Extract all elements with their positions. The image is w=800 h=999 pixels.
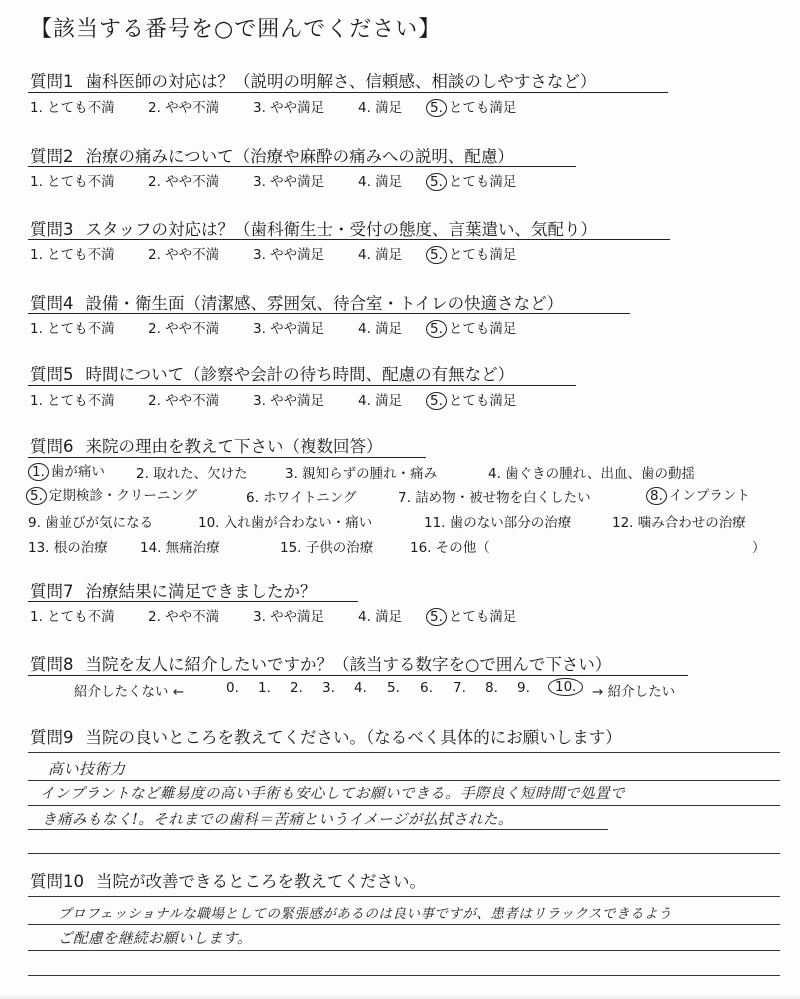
option-5-selected[interactable]: 5. とても満足 [426,243,516,264]
scale-5[interactable]: 5. [387,680,400,696]
option-5-selected[interactable]: 5. とても満足 [426,389,516,410]
selection-circle: 5. [426,99,447,117]
selection-circle: 5. [426,173,447,191]
option-4[interactable]: 4. 満足 [358,247,403,263]
option-1[interactable]: 1. とても不満 [30,100,115,116]
scale-4[interactable]: 4. [354,680,367,696]
option-5-selected[interactable]: 5. とても満足 [426,605,516,626]
question-6 [30,433,383,457]
question-text: 時間について（診察や会計の待ち時間、配慮の有無など） [85,365,515,384]
scale-0[interactable]: 0. [226,680,239,696]
question-underline [28,457,426,458]
reason-14[interactable]: 14. 無痛治療 [140,540,220,556]
option-4[interactable]: 4. 満足 [358,100,403,116]
reason-12[interactable]: 12. 噛み合わせの治療 [612,515,746,531]
selection-circle: 10. [548,678,583,696]
option-1[interactable]: 1. とても不満 [30,393,115,409]
question-8 [30,651,611,675]
question-number: 質問8 [30,655,74,674]
question-text: 当院を友人に紹介したいですか？（該当する数字を○で囲んで下さい） [85,655,612,674]
selection-circle: 5. [426,246,447,264]
answer-9-line-3: き痛みもなく!。それまでの歯科＝苦痛というイメージが払拭された。 [42,812,513,828]
reason-1-selected[interactable]: 1. 歯が痛い [28,460,105,481]
question-5 [30,361,514,385]
option-5-selected[interactable]: 5. とても満足 [426,96,516,117]
question-number: 質問3 [30,220,74,239]
scale-8[interactable]: 8. [485,680,498,696]
question-number: 質問2 [30,147,74,166]
question-underline [28,601,358,602]
answer-9-line-1: 高い技術力 [48,760,126,778]
reason-8-selected[interactable]: 8. インプラント [646,484,750,505]
answer-10-line-1: プロフェッショナルな職場としての緊張感があるのは良い事ですが、患者はリラックスできるよう [58,906,672,922]
scale-right-label: → 紹介したい [592,684,676,700]
scale-7[interactable]: 7. [453,680,466,696]
answer-line [28,829,608,830]
question-7 [30,578,317,602]
answer-line [28,896,780,897]
reason-16[interactable]: 16. その他（ [410,540,490,556]
option-1[interactable]: 1. とても不満 [30,609,115,625]
option-5-selected[interactable]: 5. とても満足 [426,317,516,338]
option-2[interactable]: 2. やや不満 [148,393,220,409]
question-4 [30,290,563,314]
selection-circle: 1. [28,463,49,481]
scale-2[interactable]: 2. [290,680,303,696]
option-3[interactable]: 3. やや満足 [253,174,325,190]
reason-4[interactable]: 4. 歯ぐきの腫れ、出血、歯の動揺 [488,466,695,482]
answer-line [28,853,780,854]
question-underline [28,166,576,167]
question-text: 歯科医師の対応は？（説明の明解さ、信頼感、相談のしやすさなど） [85,72,597,91]
option-1[interactable]: 1. とても不満 [30,247,115,263]
selection-circle: 8. [646,487,667,505]
option-3[interactable]: 3. やや満足 [253,393,325,409]
reason-3[interactable]: 3. 親知らずの腫れ・痛み [285,466,438,482]
question-text: 当院の良いところを教えてください。（なるべく具体的にお願いします） [85,728,622,747]
answer-line [28,780,780,781]
reason-7[interactable]: 7. 詰め物・被せ物を白くしたい [398,490,591,506]
option-4[interactable]: 4. 満足 [358,609,403,625]
question-2 [30,143,514,167]
question-number: 質問5 [30,365,74,384]
page-title: 【該当する番号を○で囲んでください】 [30,17,442,42]
reason-2[interactable]: 2. 取れた、欠けた [136,466,248,482]
scale-10-selected[interactable] [548,678,585,696]
question-3 [30,216,597,240]
option-4[interactable]: 4. 満足 [358,321,403,337]
option-1[interactable]: 1. とても不満 [30,321,115,337]
reason-10[interactable]: 10. 入れ歯が合わない・痛い [198,515,373,531]
answer-9-line-2: インプラントなど難易度の高い手術も安心してお願いできる。手際良く短時間で処置で [40,786,625,802]
question-number: 質問1 [30,72,74,91]
answer-line [28,805,780,806]
question-number: 質問9 [30,728,74,747]
selection-circle: 5. [426,392,447,410]
option-4[interactable]: 4. 満足 [358,393,403,409]
answer-10-line-2: ご配慮を継続お願いします。 [58,931,252,947]
question-underline [28,92,668,93]
answer-line [28,752,780,753]
scale-6[interactable]: 6. [420,680,433,696]
selection-circle: 5. [426,608,447,626]
question-number: 質問4 [30,294,74,313]
question-number: 質問6 [30,437,74,456]
scale-left-label: 紹介したくない ← [74,684,185,700]
option-2[interactable]: 2. やや不満 [148,100,220,116]
answer-line [28,950,780,951]
selection-circle: 5. [426,320,447,338]
option-2[interactable]: 2. やや不満 [148,321,220,337]
reason-11[interactable]: 11. 歯のない部分の治療 [424,515,572,531]
question-underline [28,385,576,386]
option-4[interactable]: 4. 満足 [358,174,403,190]
question-9 [30,724,622,748]
reason-15[interactable]: 15. 子供の治療 [280,540,374,556]
answer-line [28,924,780,925]
option-3[interactable]: 3. やや満足 [253,100,325,116]
reason-6[interactable]: 6. ホワイトニング [246,490,357,506]
reason-5-selected[interactable]: 5. 定期検診・クリーニング [26,484,197,505]
question-underline [28,239,670,240]
option-3[interactable]: 3. やや満足 [253,321,325,337]
question-text: 来院の理由を教えて下さい（複数回答） [85,437,383,456]
question-10 [30,868,426,892]
answer-line [28,975,780,976]
option-3[interactable]: 3. やや満足 [253,609,325,625]
question-text: 治療の痛みについて（治療や麻酔の痛みへの説明、配慮） [85,147,514,166]
option-2[interactable]: 2. やや不満 [148,247,220,263]
reason-16-close: ） [752,540,766,556]
reason-13[interactable]: 13. 根の治療 [28,540,108,556]
scale-3[interactable]: 3. [322,680,335,696]
question-text: 設備・衛生面（清潔感、雰囲気、待合室・トイレの快適さなど） [85,294,564,313]
question-underline [28,313,630,314]
option-2[interactable]: 2. やや不満 [148,609,220,625]
option-3[interactable]: 3. やや満足 [253,247,325,263]
question-text: スタッフの対応は？（歯科衛生士・受付の態度、言葉遣い、気配り） [85,220,597,239]
option-1[interactable]: 1. とても不満 [30,174,115,190]
scale-1[interactable]: 1. [258,680,271,696]
question-text: 当院が改善できるところを教えてください。 [96,872,426,891]
selection-circle: 5. [26,487,47,505]
option-2[interactable]: 2. やや不満 [148,174,220,190]
question-number: 質問7 [30,582,74,601]
question-underline [28,675,688,676]
question-number: 質問10 [30,872,84,891]
question-1 [30,68,596,92]
scan-edge [0,993,800,999]
option-5-selected[interactable]: 5. とても満足 [426,170,516,191]
scale-9[interactable]: 9. [517,680,530,696]
reason-9[interactable]: 9. 歯並びが気になる [28,515,154,531]
question-text: 治療結果に満足できましたか？ [85,582,317,601]
